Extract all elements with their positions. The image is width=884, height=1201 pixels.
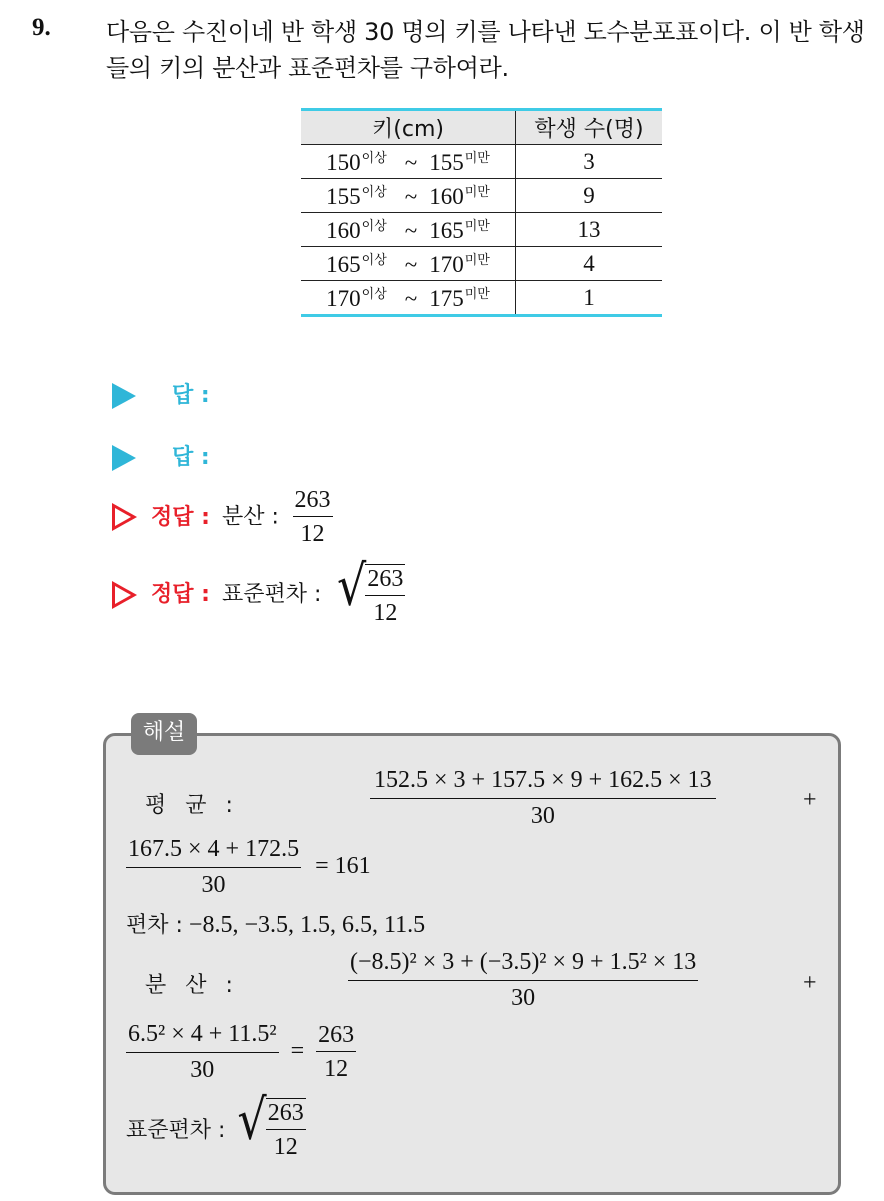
correct-label: 정답 :: [151, 582, 210, 607]
variance-fraction: [348, 950, 698, 1010]
fraction-denominator: 30: [190, 1057, 215, 1083]
fraction-denominator: 30: [511, 985, 536, 1011]
class-high: 155: [429, 150, 464, 175]
low-suffix: 이상: [361, 151, 387, 166]
high-suffix: 미만: [464, 253, 490, 268]
low-suffix: 이상: [361, 185, 387, 200]
fraction-denominator: 30: [530, 803, 555, 829]
explanation-title: 해설: [131, 713, 197, 755]
table-header-height: 키(cm): [301, 110, 516, 145]
variance-label: 분 산 :: [145, 973, 239, 998]
fraction-numerator: (−8.5)² × 3 + (−3.5)² × 9 + 1.5² × 13: [348, 950, 698, 981]
std-line: [126, 1087, 306, 1160]
correct-answer-variance: [112, 488, 333, 546]
fraction-numerator: 263: [316, 1023, 356, 1052]
play-triangle-icon: [112, 383, 136, 409]
class-count: 1: [516, 281, 663, 316]
fraction-denominator: 12: [373, 600, 398, 626]
class-low: 160: [326, 218, 361, 243]
std-label: 표준편차 :: [221, 582, 322, 607]
class-high: 165: [429, 218, 464, 243]
table-row: [301, 213, 662, 247]
tilde: ~: [404, 218, 418, 243]
fraction-numerator: 6.5² × 4 + 11.5²: [126, 1022, 279, 1053]
variance-fraction: [293, 488, 333, 546]
deviation-label: 편차 :: [126, 913, 183, 938]
class-count: 9: [516, 179, 663, 213]
fraction-numerator: 263: [293, 488, 333, 517]
deviation-values: −8.5, −3.5, 1.5, 6.5, 11.5: [188, 912, 426, 938]
std-label: 표준편차 :: [126, 1118, 226, 1143]
table-header-count: 학생 수(명): [516, 110, 663, 145]
mean-result: = 161: [315, 852, 371, 879]
mean-fraction: [370, 768, 716, 828]
class-count: 4: [516, 247, 663, 281]
plus-sign: +: [803, 787, 817, 813]
correct-answer-std: [112, 553, 405, 626]
fraction-numerator: 167.5 × 4 + 172.5: [126, 837, 301, 868]
table-row: [301, 179, 662, 213]
variance-label: 분산 :: [221, 504, 279, 530]
deviation-line: [126, 908, 425, 939]
outline-triangle-icon: [112, 581, 137, 609]
mean-label: 평 균 :: [145, 793, 239, 818]
fraction-numerator: 263: [266, 1101, 306, 1130]
std-sqrt: [337, 553, 405, 626]
correct-label: 정답 :: [151, 504, 210, 530]
std-fraction: [365, 567, 405, 625]
table-row: [301, 145, 662, 179]
class-high: 175: [429, 286, 464, 311]
std-sqrt: [237, 1087, 305, 1160]
variance-continuation: [126, 1022, 356, 1082]
high-suffix: 미만: [464, 287, 490, 302]
class-count: 3: [516, 145, 663, 179]
fraction-denominator: 12: [273, 1134, 298, 1160]
outline-triangle-icon: [112, 503, 137, 531]
frequency-table: [301, 108, 662, 317]
class-low: 170: [326, 286, 361, 311]
answer-prompt-1[interactable]: [112, 378, 210, 409]
tilde: ~: [404, 150, 418, 175]
question-text: 다음은 수진이네 반 학생 30 명의 키를 나타낸 도수분포표이다. 이 반 학생들의 키의 분산과 표준편차를 구하여라.: [106, 18, 865, 82]
fraction-denominator: 12: [324, 1056, 349, 1082]
radical-icon: √: [237, 1087, 267, 1152]
class-count: 13: [516, 213, 663, 247]
low-suffix: 이상: [361, 253, 387, 268]
low-suffix: 이상: [361, 219, 387, 234]
class-low: 155: [326, 184, 361, 209]
table-row: [301, 247, 662, 281]
high-suffix: 미만: [464, 219, 490, 234]
tilde: ~: [404, 286, 418, 311]
class-low: 150: [326, 150, 361, 175]
low-suffix: 이상: [361, 287, 387, 302]
table-row: [301, 281, 662, 316]
class-high: 160: [429, 184, 464, 209]
equals-sign: =: [290, 1037, 305, 1064]
mean-continuation: [126, 837, 371, 897]
answer-label: 답 :: [172, 383, 210, 408]
tilde: ~: [404, 252, 418, 277]
class-low: 165: [326, 252, 361, 277]
answer-label: 답 :: [172, 445, 210, 470]
high-suffix: 미만: [464, 185, 490, 200]
question-number: 9.: [32, 14, 51, 41]
class-high: 170: [429, 252, 464, 277]
play-triangle-icon: [112, 445, 136, 471]
fraction-denominator: 12: [300, 521, 325, 547]
tilde: ~: [404, 184, 418, 209]
radical-icon: √: [337, 553, 367, 618]
plus-sign: +: [803, 970, 817, 996]
high-suffix: 미만: [464, 151, 490, 166]
fraction-numerator: 152.5 × 3 + 157.5 × 9 + 162.5 × 13: [370, 768, 716, 799]
fraction-denominator: 30: [201, 872, 226, 898]
answer-prompt-2[interactable]: [112, 440, 210, 471]
fraction-numerator: 263: [365, 567, 405, 596]
